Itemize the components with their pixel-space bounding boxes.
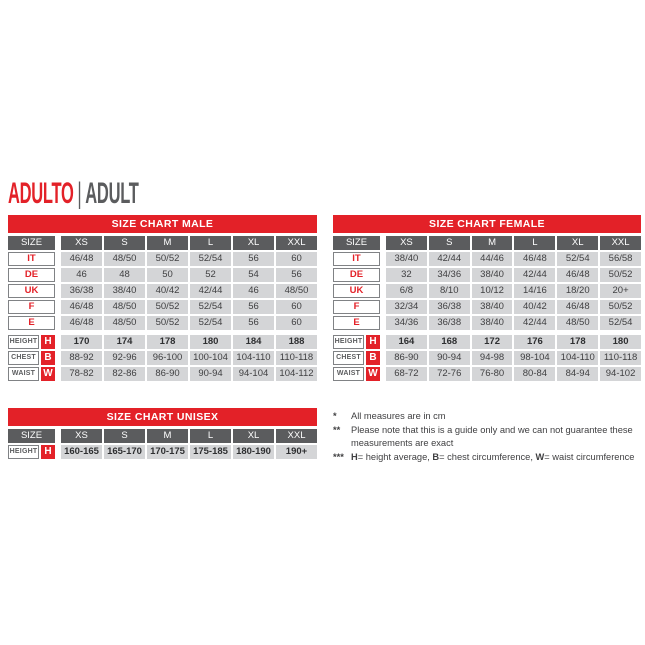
size-value-cell: 46/48: [514, 252, 555, 266]
size-row: [8, 300, 317, 314]
measure-row-label: CHEST: [333, 351, 364, 365]
size-value-cell: 52/54: [557, 252, 598, 266]
footnote: [333, 410, 641, 423]
footnotes: [333, 408, 641, 465]
footnote-segment: All measures are in cm: [351, 411, 446, 421]
column-spacer: [57, 316, 59, 330]
size-value-cell: 50/52: [147, 316, 188, 330]
size-value-cell: 46/48: [61, 300, 102, 314]
measure-label-group: [8, 367, 55, 381]
measure-value-cell: 86-90: [386, 351, 427, 365]
measure-row: [8, 351, 317, 365]
size-row-label: DE: [8, 268, 55, 282]
size-value-cell: 38/40: [472, 268, 513, 282]
measure-value-cell: 178: [557, 335, 598, 349]
measure-row-label: HEIGHT: [333, 335, 364, 349]
footnote-segment: Please note that this is a guide only and we can not guarantee these measurements are exact: [351, 425, 633, 448]
footnote: [333, 451, 641, 464]
footnote-marker: ***: [333, 452, 344, 462]
title-primary: ADULTO: [8, 177, 74, 210]
measure-value-cell: 90-94: [190, 367, 231, 381]
measure-row: [8, 335, 317, 349]
column-header: L: [190, 236, 231, 250]
column-spacer: [382, 268, 384, 282]
column-spacer: [57, 429, 59, 443]
column-spacer: [382, 300, 384, 314]
column-spacer: [382, 252, 384, 266]
size-value-cell: 56: [233, 300, 274, 314]
size-value-cell: 38/40: [472, 300, 513, 314]
column-header: XXL: [600, 236, 641, 250]
size-value-cell: 48/50: [104, 252, 145, 266]
size-value-cell: 52/54: [190, 252, 231, 266]
size-value-cell: 42/44: [514, 316, 555, 330]
size-row-label: E: [333, 316, 380, 330]
measure-row: [333, 335, 641, 349]
size-row: [333, 284, 641, 298]
measure-badge: H: [41, 335, 55, 349]
footnote-marker: *: [333, 411, 337, 421]
size-value-cell: 10/12: [472, 284, 513, 298]
measure-value-cell: 94-104: [233, 367, 274, 381]
measure-label-group: [8, 445, 55, 459]
column-header-row: [8, 429, 317, 443]
measure-value-cell: 174: [104, 335, 145, 349]
measure-label-group: [8, 351, 55, 365]
measure-label-group: [333, 335, 380, 349]
measure-value-cell: 188: [276, 335, 317, 349]
size-value-cell: 50/52: [600, 300, 641, 314]
measure-label-group: [333, 351, 380, 365]
footnote-segment: H: [351, 452, 358, 462]
table-title: SIZE CHART FEMALE: [333, 215, 641, 233]
measure-row: [333, 351, 641, 365]
size-value-cell: 46/48: [557, 268, 598, 282]
measure-value-cell: 170: [61, 335, 102, 349]
size-value-cell: 48: [104, 268, 145, 282]
size-value-cell: 34/36: [386, 316, 427, 330]
size-value-cell: 50/52: [600, 268, 641, 282]
measure-label-group: [8, 335, 55, 349]
footnote-segment: = chest circumference,: [439, 452, 536, 462]
measure-badge: W: [366, 367, 380, 381]
measure-value-cell: 178: [147, 335, 188, 349]
size-value-cell: 46/48: [61, 316, 102, 330]
measure-value-cell: 172: [472, 335, 513, 349]
measure-value-cell: 110-118: [600, 351, 641, 365]
measure-value-cell: 104-110: [557, 351, 598, 365]
column-spacer: [57, 445, 59, 459]
size-row-label: E: [8, 316, 55, 330]
measure-value-cell: 100-104: [190, 351, 231, 365]
footnote-text: [351, 410, 641, 423]
column-header-row: [8, 236, 317, 250]
size-value-cell: 36/38: [429, 300, 470, 314]
size-value-cell: 46/48: [61, 252, 102, 266]
size-value-cell: 46: [61, 268, 102, 282]
measure-row: [8, 445, 317, 459]
column-header: M: [472, 236, 513, 250]
size-value-cell: 8/10: [429, 284, 470, 298]
measure-value-cell: 72-76: [429, 367, 470, 381]
size-value-cell: 42/44: [429, 252, 470, 266]
top-tables-row: [8, 215, 641, 383]
size-row: [333, 252, 641, 266]
footnote-marker: **: [333, 425, 341, 435]
size-value-cell: 38/40: [386, 252, 427, 266]
footnote-text: [351, 451, 641, 464]
footnote: [333, 424, 641, 450]
measure-value-cell: 110-118: [276, 351, 317, 365]
size-value-cell: 32/34: [386, 300, 427, 314]
footnote-segment: = height average,: [357, 452, 433, 462]
column-spacer: [382, 351, 384, 365]
size-value-cell: 50/52: [147, 252, 188, 266]
size-value-cell: 34/36: [429, 268, 470, 282]
size-row: [8, 268, 317, 282]
measure-value-cell: 86-90: [147, 367, 188, 381]
size-value-cell: 50/52: [147, 300, 188, 314]
size-row-label: F: [333, 300, 380, 314]
size-value-cell: 18/20: [557, 284, 598, 298]
size-column-header: SIZE: [8, 429, 55, 443]
footnote-segment: W: [535, 452, 545, 462]
size-value-cell: 40/42: [514, 300, 555, 314]
size-value-cell: 14/16: [514, 284, 555, 298]
bottom-row: [8, 408, 641, 465]
column-spacer: [57, 268, 59, 282]
size-row: [8, 284, 317, 298]
footnote-text: [351, 424, 641, 450]
column-header: M: [147, 236, 188, 250]
size-value-cell: 52/54: [190, 316, 231, 330]
size-chart-unisex: [8, 408, 317, 465]
size-value-cell: 60: [276, 300, 317, 314]
size-value-cell: 42/44: [514, 268, 555, 282]
column-header: M: [147, 429, 188, 443]
size-chart-male: [8, 215, 317, 383]
footnote-segment: B: [432, 452, 440, 462]
measure-value-cell: 184: [233, 335, 274, 349]
measure-value-cell: 78-82: [61, 367, 102, 381]
size-row-label: UK: [333, 284, 380, 298]
size-value-cell: 44/46: [472, 252, 513, 266]
measure-value-cell: 160-165: [61, 445, 102, 459]
measure-value-cell: 176: [514, 335, 555, 349]
measure-value-cell: 92-96: [104, 351, 145, 365]
measure-row-label: HEIGHT: [8, 445, 39, 459]
measure-row-label: WAIST: [333, 367, 364, 381]
size-row: [8, 252, 317, 266]
size-column-header: SIZE: [333, 236, 380, 250]
column-spacer: [57, 351, 59, 365]
column-header: S: [429, 236, 470, 250]
size-value-cell: 50: [147, 268, 188, 282]
column-header-row: [333, 236, 641, 250]
measure-badge: W: [41, 367, 55, 381]
size-row-label: UK: [8, 284, 55, 298]
size-value-cell: 52: [190, 268, 231, 282]
measure-row-label: HEIGHT: [8, 335, 39, 349]
measure-value-cell: 104-112: [276, 367, 317, 381]
size-value-cell: 6/8: [386, 284, 427, 298]
size-value-cell: 56: [233, 252, 274, 266]
size-row: [333, 316, 641, 330]
measure-value-cell: 80-84: [514, 367, 555, 381]
measure-badge: B: [366, 351, 380, 365]
column-header: XL: [557, 236, 598, 250]
measure-value-cell: 164: [386, 335, 427, 349]
size-row: [8, 316, 317, 330]
size-value-cell: 48/50: [104, 316, 145, 330]
measure-row-label: WAIST: [8, 367, 39, 381]
column-spacer: [57, 236, 59, 250]
measure-value-cell: 94-98: [472, 351, 513, 365]
measure-value-cell: 180-190: [233, 445, 274, 459]
column-spacer: [382, 316, 384, 330]
size-row-label: IT: [333, 252, 380, 266]
size-row: [333, 300, 641, 314]
column-header: XL: [233, 236, 274, 250]
table-title: SIZE CHART UNISEX: [8, 408, 317, 426]
measure-value-cell: 94-102: [600, 367, 641, 381]
size-value-cell: 60: [276, 316, 317, 330]
measure-value-cell: 82-86: [104, 367, 145, 381]
column-spacer: [57, 300, 59, 314]
column-header: XXL: [276, 429, 317, 443]
column-header: XS: [61, 429, 102, 443]
measure-label-group: [333, 367, 380, 381]
measure-value-cell: 180: [600, 335, 641, 349]
measure-value-cell: 88-92: [61, 351, 102, 365]
size-value-cell: 38/40: [104, 284, 145, 298]
size-value-cell: 20+: [600, 284, 641, 298]
size-value-cell: 46/48: [557, 300, 598, 314]
measure-badge: H: [41, 445, 55, 459]
column-header: XL: [233, 429, 274, 443]
column-spacer: [57, 367, 59, 381]
column-header: L: [190, 429, 231, 443]
measure-row: [333, 367, 641, 381]
measure-value-cell: 90-94: [429, 351, 470, 365]
column-header: XS: [386, 236, 427, 250]
size-value-cell: 54: [233, 268, 274, 282]
footnote-segment: = waist circumference: [544, 452, 635, 462]
size-value-cell: 52/54: [600, 316, 641, 330]
column-spacer: [57, 252, 59, 266]
measure-value-cell: 76-80: [472, 367, 513, 381]
measure-row-label: CHEST: [8, 351, 39, 365]
size-row-label: IT: [8, 252, 55, 266]
size-value-cell: 32: [386, 268, 427, 282]
column-spacer: [382, 284, 384, 298]
measure-value-cell: 96-100: [147, 351, 188, 365]
size-value-cell: 52/54: [190, 300, 231, 314]
column-spacer: [57, 284, 59, 298]
measure-value-cell: 170-175: [147, 445, 188, 459]
size-value-cell: 38/40: [472, 316, 513, 330]
measure-value-cell: 175-185: [190, 445, 231, 459]
measure-badge: B: [41, 351, 55, 365]
size-value-cell: 56: [276, 268, 317, 282]
measure-badge: H: [366, 335, 380, 349]
size-row: [333, 268, 641, 282]
column-header: XXL: [276, 236, 317, 250]
table-title: SIZE CHART MALE: [8, 215, 317, 233]
column-header: S: [104, 429, 145, 443]
column-spacer: [382, 236, 384, 250]
size-row-label: F: [8, 300, 55, 314]
title-secondary: ADULT: [85, 177, 139, 210]
page-title: [8, 174, 641, 210]
size-column-header: SIZE: [8, 236, 55, 250]
size-value-cell: 46: [233, 284, 274, 298]
size-value-cell: 36/38: [61, 284, 102, 298]
column-spacer: [57, 335, 59, 349]
measure-value-cell: 104-110: [233, 351, 274, 365]
measure-value-cell: 168: [429, 335, 470, 349]
column-spacer: [382, 367, 384, 381]
size-value-cell: 48/50: [276, 284, 317, 298]
page-title-text: [8, 177, 139, 210]
measure-value-cell: 98-104: [514, 351, 555, 365]
measure-value-cell: 84-94: [557, 367, 598, 381]
size-value-cell: 36/38: [429, 316, 470, 330]
measure-value-cell: 165-170: [104, 445, 145, 459]
measure-value-cell: 180: [190, 335, 231, 349]
size-value-cell: 60: [276, 252, 317, 266]
size-value-cell: 42/44: [190, 284, 231, 298]
column-header: XS: [61, 236, 102, 250]
size-row-label: DE: [333, 268, 380, 282]
column-header: S: [104, 236, 145, 250]
size-value-cell: 56/58: [600, 252, 641, 266]
title-separator: |: [77, 177, 82, 210]
size-value-cell: 48/50: [557, 316, 598, 330]
size-chart-female: [333, 215, 641, 383]
measure-row: [8, 367, 317, 381]
measure-value-cell: 68-72: [386, 367, 427, 381]
column-spacer: [382, 335, 384, 349]
measure-value-cell: 190+: [276, 445, 317, 459]
size-value-cell: 56: [233, 316, 274, 330]
column-header: L: [514, 236, 555, 250]
size-value-cell: 48/50: [104, 300, 145, 314]
size-value-cell: 40/42: [147, 284, 188, 298]
